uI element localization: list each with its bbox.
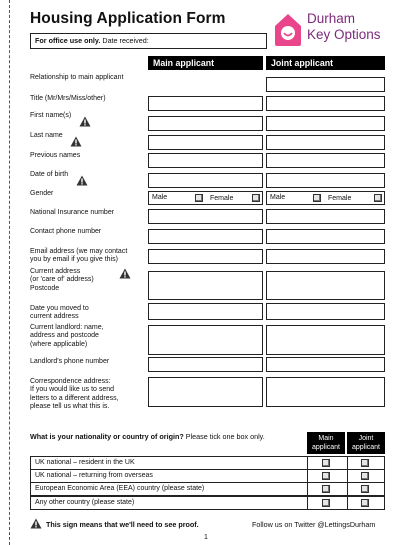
- proof-note: This sign means that we'll need to see proof.: [46, 520, 199, 529]
- field-label-line: Landlord's phone number: [30, 358, 110, 365]
- main-applicant-input[interactable]: [148, 325, 263, 355]
- main-applicant-input[interactable]: [148, 249, 263, 264]
- field-label-line: If you would like us to send: [30, 386, 115, 394]
- page-number: 1: [204, 534, 208, 541]
- field-label-line: Gender: [30, 190, 54, 197]
- field-label: [30, 112, 71, 120]
- field-label-line: Last name: [30, 132, 63, 139]
- field-label-line: address and postcode: [30, 332, 99, 340]
- nationality-joint-checkbox[interactable]: [361, 472, 369, 480]
- main-applicant-input[interactable]: [148, 173, 263, 188]
- field-label: [30, 324, 104, 349]
- row-divider: [347, 457, 348, 469]
- warning-triangle-icon: [76, 173, 88, 191]
- nationality-row: [30, 469, 385, 483]
- joint-applicant-input[interactable]: [266, 249, 385, 264]
- page-title: Housing Application Form: [30, 10, 226, 27]
- nationality-main-checkbox[interactable]: [322, 459, 330, 467]
- field-label-line: (where applicable): [30, 340, 88, 348]
- row-divider: [307, 483, 308, 495]
- nationality-option-label: UK national – resident in the UK: [35, 459, 135, 466]
- joint-applicant-input[interactable]: [266, 96, 385, 111]
- joint-applicant-input[interactable]: [266, 116, 385, 131]
- field-label-line: Current landlord: name,: [30, 324, 104, 331]
- joint-applicant-input[interactable]: [266, 303, 385, 320]
- perforation-line: [9, 0, 10, 545]
- field-label-line: Relationship to main applicant: [30, 74, 124, 81]
- nationality-main-checkbox[interactable]: [322, 472, 330, 480]
- row-divider: [307, 470, 308, 482]
- field-label: [30, 358, 109, 366]
- gender-male-checkbox[interactable]: [195, 194, 203, 202]
- gender-male-label: Male: [152, 194, 168, 201]
- main-applicant-input[interactable]: [148, 135, 263, 150]
- main-applicant-input[interactable]: [148, 229, 263, 244]
- joint-applicant-input[interactable]: [266, 173, 385, 188]
- joint-applicant-input[interactable]: [266, 153, 385, 168]
- row-divider: [347, 497, 348, 509]
- field-label-line: National Insurance number: [30, 209, 115, 216]
- field-label-line: Title (Mr/Mrs/Miss/other): [30, 95, 106, 102]
- joint-applicant-input[interactable]: [266, 229, 385, 244]
- main-applicant-input[interactable]: [148, 153, 263, 168]
- house-smile-logo-icon: [273, 12, 303, 48]
- nationality-joint-checkbox[interactable]: [361, 499, 369, 507]
- main-applicant-input[interactable]: [148, 96, 263, 111]
- field-label: [30, 74, 123, 82]
- nationality-row: [30, 456, 385, 470]
- nationality-col-joint: [347, 432, 385, 454]
- main-applicant-input[interactable]: [148, 303, 263, 320]
- main-applicant-input[interactable]: [148, 357, 263, 372]
- field-label: [30, 132, 63, 140]
- field-label: [30, 190, 53, 198]
- warning-triangle-icon: [119, 266, 131, 284]
- field-label: [30, 209, 114, 217]
- field-label: [30, 228, 101, 236]
- nationality-row: [30, 482, 385, 496]
- nationality-question: [30, 432, 265, 441]
- col-joint-line-1: Joint: [358, 435, 374, 442]
- field-label: [30, 305, 89, 322]
- field-label-line: Contact phone number: [30, 228, 102, 235]
- field-label-line: Email address (we may contact: [30, 248, 128, 255]
- joint-applicant-input[interactable]: [266, 209, 385, 224]
- nationality-question-bold: What is your nationality or country of origin?: [30, 432, 184, 441]
- col-joint-line-2: applicant: [351, 443, 381, 451]
- field-label-line: letters to a different address,: [30, 394, 119, 402]
- main-applicant-header: Main applicant: [148, 56, 263, 70]
- field-label-line: you by email if you give this): [30, 256, 118, 264]
- gender-female-checkbox[interactable]: [374, 194, 382, 202]
- nationality-question-note: Please tick one box only.: [183, 432, 265, 441]
- field-label-line: Postcode: [30, 284, 60, 292]
- office-use-label: For office use only.: [35, 36, 101, 45]
- field-label-line: Previous names: [30, 152, 81, 159]
- gender-female-checkbox[interactable]: [252, 194, 260, 202]
- row-divider: [307, 457, 308, 469]
- field-label-line: Date you moved to: [30, 305, 89, 312]
- field-label-line: Correspondence address:: [30, 378, 111, 385]
- gender-female-label: Female: [210, 195, 234, 202]
- field-label: [30, 248, 127, 265]
- nationality-main-checkbox[interactable]: [322, 499, 330, 507]
- field-label-line: Date of birth: [30, 171, 69, 178]
- twitter-note: Follow us on Twitter @LettingsDurham: [252, 520, 376, 529]
- nationality-col-main: [307, 432, 345, 454]
- logo-line-1: Durham: [307, 11, 356, 26]
- field-label: [30, 378, 119, 412]
- main-applicant-input[interactable]: [148, 271, 263, 300]
- gender-male-label: Male: [270, 194, 286, 201]
- nationality-joint-checkbox[interactable]: [361, 459, 369, 467]
- row-divider: [347, 470, 348, 482]
- office-use-box: [30, 33, 267, 49]
- field-label: [30, 268, 94, 293]
- field-label: [30, 152, 80, 160]
- main-applicant-input[interactable]: [148, 209, 263, 224]
- warning-triangle-icon: [79, 114, 91, 132]
- joint-applicant-input[interactable]: [266, 357, 385, 372]
- nationality-option-label: European Economic Area (EEA) country (please state): [35, 485, 205, 492]
- main-applicant-input[interactable]: [148, 377, 263, 407]
- nationality-joint-checkbox[interactable]: [361, 485, 369, 493]
- nationality-option-label: Any other country (please state): [35, 499, 135, 506]
- field-label-line: (or 'care of' address): [30, 276, 94, 284]
- field-label: [30, 95, 106, 103]
- field-label-line: please tell us what this is.: [30, 403, 110, 411]
- nationality-option-label: UK national – returning from overseas: [35, 472, 153, 479]
- field-label-line: current address: [30, 313, 79, 321]
- joint-applicant-input[interactable]: [266, 135, 385, 150]
- logo-text: [307, 11, 381, 43]
- office-date-label: Date received:: [100, 36, 149, 45]
- joint-applicant-header: Joint applicant: [266, 56, 385, 70]
- field-label-line: First name(s): [30, 112, 72, 119]
- joint-applicant-input[interactable]: [266, 325, 385, 355]
- field-label: [30, 171, 68, 179]
- warning-triangle-icon: [70, 134, 82, 152]
- row-divider: [347, 483, 348, 495]
- gender-male-checkbox[interactable]: [313, 194, 321, 202]
- col-main-line-2: applicant: [311, 443, 341, 451]
- gender-female-label: Female: [328, 195, 352, 202]
- nationality-main-checkbox[interactable]: [322, 485, 330, 493]
- row-divider: [307, 497, 308, 509]
- main-applicant-input[interactable]: [148, 116, 263, 131]
- joint-applicant-input[interactable]: [266, 377, 385, 407]
- joint-applicant-input[interactable]: [266, 77, 385, 92]
- col-main-line-1: Main: [318, 435, 334, 442]
- field-label-line: Current address: [30, 268, 81, 275]
- logo-line-2: Key Options: [307, 27, 381, 42]
- warning-triangle-icon: [30, 518, 42, 529]
- joint-applicant-input[interactable]: [266, 271, 385, 300]
- nationality-row: [30, 496, 385, 510]
